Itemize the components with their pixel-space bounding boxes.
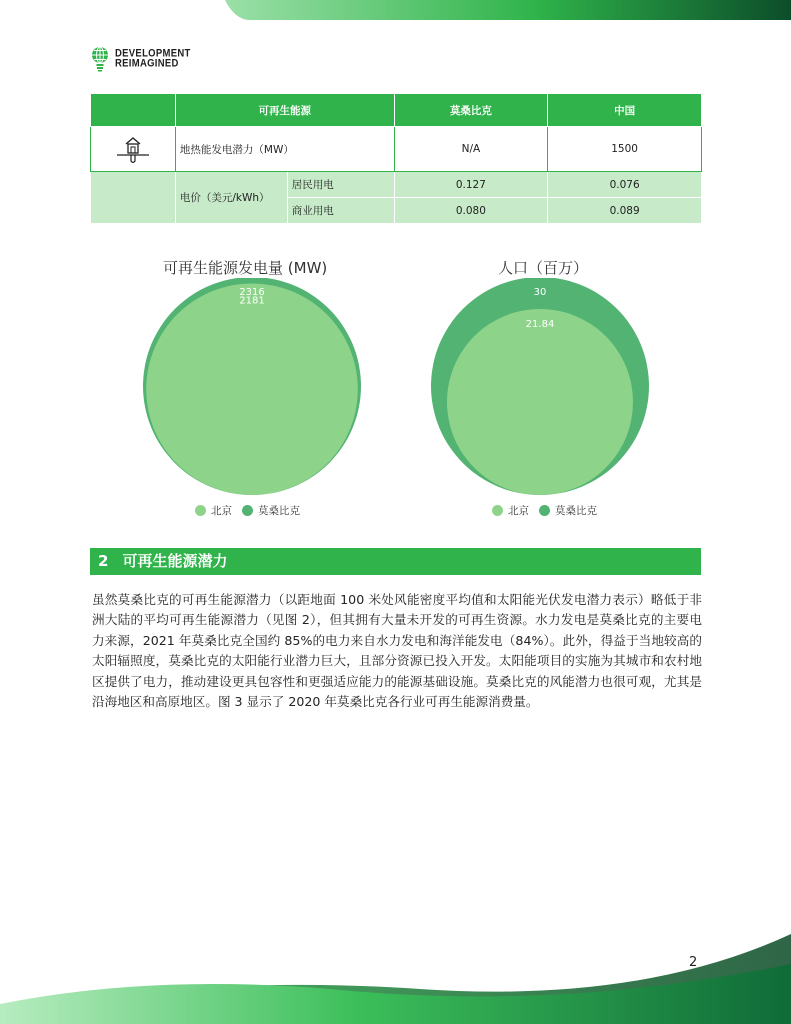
table-header-row	[91, 94, 702, 127]
legend-dot-mozambique	[539, 505, 550, 516]
label-mozambique: 30	[533, 287, 547, 298]
legend-dot-beijing	[195, 505, 206, 516]
chart-capacity	[140, 278, 365, 498]
section-heading	[90, 548, 701, 575]
chart-population	[428, 278, 653, 498]
chart-capacity-legend	[195, 503, 300, 518]
circle-beijing	[447, 309, 633, 495]
body-paragraph: 虽然莫桑比克的可再生能源潜力（以距地面 100 米处风能密度平均值和太阳能光伏发电潜力表示）略低于非洲大陆的平均可再生能源潜力（见图 2），但其拥有大量未开发的可再生资源。水力发电是莫桑比克的主要电力来源，2021 年莫桑比克全国约 85%的电力来自水力发电和海洋能发电（84%）。此外，得益于当地较高的太阳辐照度，莫桑比克的太阳能行业潜力巨大，且部分资源已投入开发。太阳能项目的实施为其城市和农村地区提供了电力，推动建设更具包容性和更强适应能力的能源基础设施。莫桑比克的风能潜力也很可观，尤其是沿海地区和高原地区。图 3 显示了 2020 年莫桑比克各行业可再生能源消费量。	[92, 592, 702, 710]
chart-population-title: 人口（百万）	[498, 259, 589, 277]
legend-label-mozambique: 莫桑比克	[555, 505, 597, 517]
price-residential-china: 0.076	[548, 172, 702, 198]
price-label: 电价（美元/kWh）	[175, 172, 287, 224]
table-header-energy: 可再生能源	[175, 94, 394, 127]
page-number: 2	[689, 955, 698, 970]
geothermal-house-icon	[113, 130, 153, 166]
table-row-geothermal	[91, 127, 702, 172]
geothermal-icon-cell	[91, 127, 176, 172]
globe-bulb-icon	[90, 46, 110, 72]
brand-logo	[90, 46, 191, 72]
price-residential-mozambique: 0.127	[394, 172, 548, 198]
table-header-mozambique: 莫桑比克	[394, 94, 548, 127]
legend-label-beijing: 北京	[508, 505, 529, 517]
price-commercial-mozambique: 0.080	[394, 198, 548, 224]
legend-dot-beijing	[492, 505, 503, 516]
legend-label-beijing: 北京	[211, 505, 232, 517]
legend-dot-mozambique	[242, 505, 253, 516]
section-title: 可再生能源潜力	[122, 552, 228, 570]
table-header-blank	[91, 94, 176, 127]
legend-item-beijing	[492, 503, 529, 518]
energy-comparison-table	[90, 93, 702, 224]
legend-label-mozambique: 莫桑比克	[258, 505, 300, 517]
section-number: 2	[98, 552, 109, 570]
chart-capacity-title: 可再生能源发电量 (MW)	[163, 259, 328, 277]
price-commercial-china: 0.089	[548, 198, 702, 224]
price-residential-label: 居民用电	[287, 172, 394, 198]
price-icon-cell	[91, 172, 176, 224]
table-header-china: 中国	[548, 94, 702, 127]
geothermal-china: 1500	[548, 127, 702, 172]
table-row-price-residential	[91, 172, 702, 198]
logo-line-2: REIMAGINED	[115, 57, 179, 70]
header-gradient-band	[0, 0, 791, 20]
legend-item-mozambique	[539, 503, 597, 518]
legend-item-beijing	[195, 503, 232, 518]
price-commercial-label: 商业用电	[287, 198, 394, 224]
label-beijing: 2181	[239, 295, 265, 307]
footer-gradient-band	[0, 934, 791, 1024]
circle-beijing	[146, 283, 358, 495]
legend-item-mozambique	[242, 503, 300, 518]
geothermal-label: 地热能发电潜力（MW）	[175, 127, 394, 172]
label-mozambique: 2316	[239, 287, 265, 298]
geothermal-mozambique: N/A	[394, 127, 548, 172]
label-beijing: 21.84	[525, 318, 555, 330]
chart-population-legend	[492, 503, 597, 518]
logo-line-1: DEVELOPMENT	[115, 47, 191, 60]
